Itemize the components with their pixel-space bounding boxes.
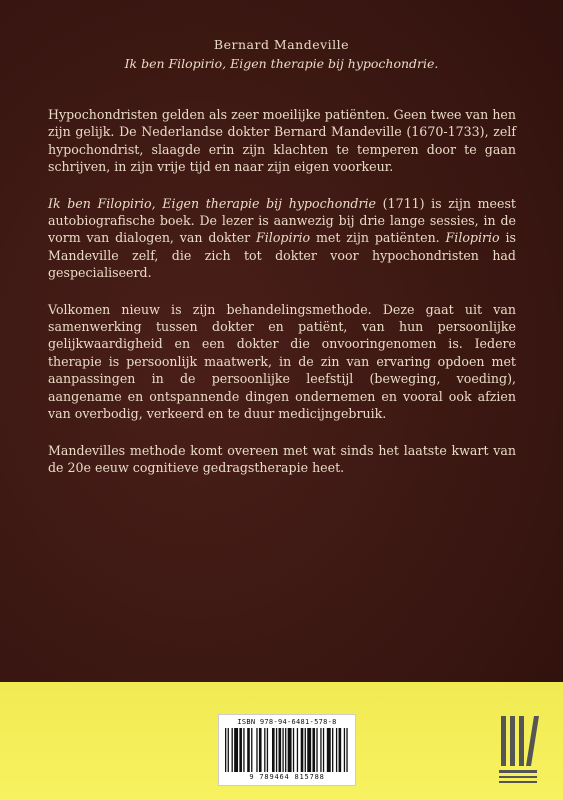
barcode-bars [225,728,349,772]
book-subtitle: Ik ben Filopirio, Eigen therapie bij hypochondrie. [124,56,439,71]
character-name: Filopirio [445,230,500,246]
blurb-p2-part-a: (1711) is zijn meest autobiografische boek. De lezer is aanwezig bij drie lange sessies, in de vorm van dialogen, van dokter [48,195,516,246]
blurb-paragraph-2 [48,195,516,282]
cover-header [0,36,563,72]
isbn-label: ISBN 978-94-6481-578-8 [237,718,337,726]
blurb-paragraph-3: Volkomen nieuw is zijn behandelingsmethode. Deze gaat uit van samenwerking tussen dokter en patiënt, van hun persoonlijke gelijkwaardigheid en een dokter die onvooringenomen is. Iedere therapie is persoonlijk maatwerk, in de zin van ervaring opdoen met aanpassingen in de persoonlijke leefstijl (beweging, voeding), aangename en ontspannende dingen ondernemen en vooral ook afzien van overbodig, verkeerd en te duur medicijngebruik. [48,301,516,422]
blurb-paragraph-1: Hypochondristen gelden als zeer moeilijke patiënten. Geen twee van hen zijn gelijk. De Nederlandse dokter Bernard Mandeville (1670-1733), zelf hypochondrist, slaagde erin zijn klachten te temperen door te gaan schrijven, in zijn vrije tijd en naar zijn eigen voorkeur. [48,107,516,175]
author-name: Bernard Mandeville [213,37,350,52]
isbn-barcode [218,714,356,786]
blurb-paragraph-4: Mandevilles methode komt overeen met wat sinds het laatste kwart van de 20e eeuw cognitieve gedragstherapie heet. [48,442,516,475]
blurb-text [48,106,516,495]
publisher-logo-icon [495,712,541,790]
barcode-digits: 9 789464 815788 [249,773,325,781]
blurb-p2-part-c: is Mandeville zelf, die zich tot dokter voor hypochondristen had gespecialiseerd. [48,230,516,281]
blurb-p2-part-b: met zijn patiënten. [310,230,446,246]
character-name: Filopirio [256,230,311,246]
book-title-italic: Ik ben Filopirio, Eigen therapie bij hypochondrie [48,195,376,211]
